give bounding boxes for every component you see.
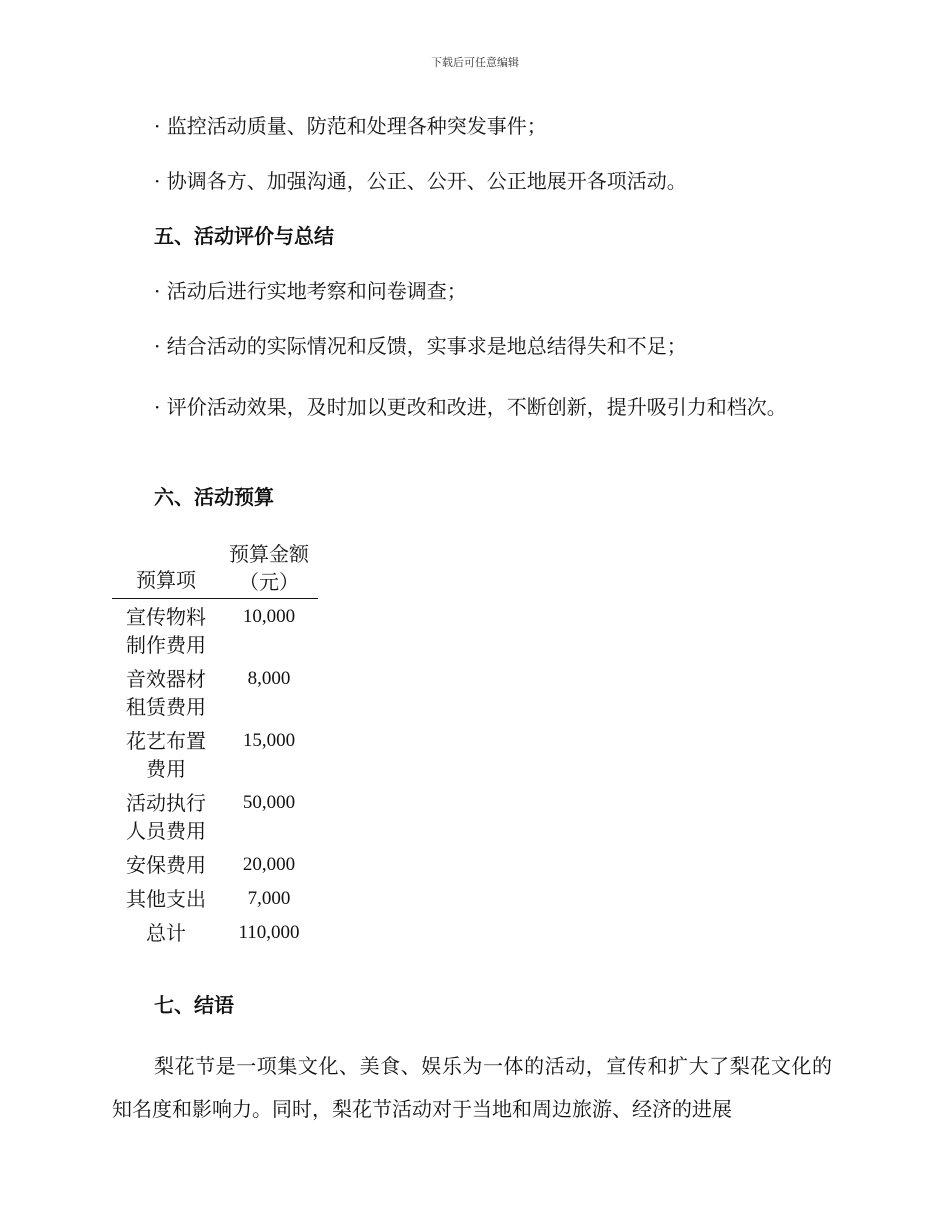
- bullet-field-survey: · 活动后进行实地考察和问卷调查；: [154, 279, 467, 303]
- budget-total-label: 总计: [146, 921, 186, 945]
- bullet-coordinate-parties: · 协调各方、加强沟通，公正、公开、公正地展开各项活动。: [154, 169, 687, 193]
- bullet-monitor-quality: · 监控活动质量、防范和处理各种突发事件；: [154, 114, 547, 138]
- budget-amount-cell: 10,000: [242, 606, 296, 627]
- budget-item-cell: 宣传物料制作费用: [126, 605, 206, 657]
- budget-amount-cell: 20,000: [242, 854, 296, 875]
- budget-item-cell: 花艺布置费用: [126, 729, 206, 781]
- bullet-summarize-feedback: · 结合活动的实际情况和反馈，实事求是地总结得失和不足；: [154, 334, 687, 358]
- budget-amount-cell: 8,000: [247, 668, 291, 689]
- budget-amount-cell: 15,000: [242, 730, 296, 751]
- table-row: [112, 661, 318, 723]
- budget-item-cell: 活动执行人员费用: [126, 791, 206, 843]
- table-row: [112, 723, 318, 785]
- budget-total-amount: 110,000: [238, 922, 300, 943]
- table-row: [112, 847, 318, 881]
- table-row-total: [112, 915, 318, 949]
- bullet-evaluate-effect: · 评价活动效果，及时加以更改和改进，不断创新，提升吸引力和档次。: [154, 395, 787, 419]
- section-6-heading: 六、活动预算: [154, 485, 274, 509]
- header-budget-amount: 预算金额（元）: [220, 540, 318, 599]
- section-5-heading: 五、活动评价与总结: [154, 224, 334, 248]
- header-budget-item: 预算项: [112, 540, 220, 599]
- page-header-note: 下载后可任意编辑: [431, 56, 519, 69]
- budget-amount-cell: 50,000: [242, 792, 296, 813]
- section-7-heading: 七、结语: [154, 993, 234, 1017]
- table-row: [112, 599, 318, 662]
- budget-item-cell: 安保费用: [126, 853, 206, 877]
- conclusion-paragraph: 梨花节是一项集文化、美食、娱乐为一体的活动，宣传和扩大了梨花文化的知名度和影响力。同时，梨花节活动对于当地和周边旅游、经济的进展: [112, 1054, 832, 1121]
- budget-item-cell: 音效器材租赁费用: [126, 667, 206, 719]
- budget-item-cell: 其他支出: [126, 887, 206, 911]
- table-row: [112, 881, 318, 915]
- budget-table-header-row: [112, 540, 318, 599]
- budget-amount-cell: 7,000: [247, 888, 291, 909]
- budget-table: [112, 540, 318, 949]
- table-row: [112, 785, 318, 847]
